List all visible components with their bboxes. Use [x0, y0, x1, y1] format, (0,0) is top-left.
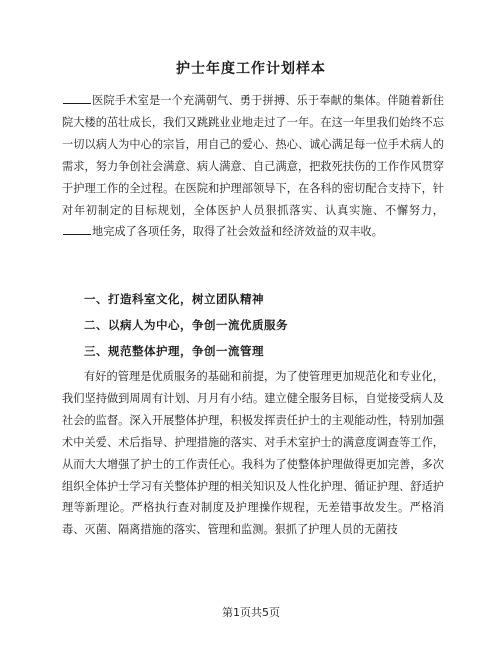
intro-paragraph [62, 90, 444, 243]
document-title: 护士年度工作计划样本 [176, 61, 326, 77]
intro-text-part1: 医院手术室是一个充满朝气、勇于拼搏、乐于奉献的集体。伴随着新住院大楼的茁壮成长，我们又跳跳业业地走过了一年。在这一年里我们始终不忘一切以病人为中心的宗旨，用自己的爱心、热心、诚心满足每一位手术病人的需求，努力争创社会满意、病人满意、自己满意，把救死扶伤的工作作风贯穿于护理工作的全过程。在医院和护理部领导下，在各科的密切配合支持下，针对年初制定的目标规划，全体医护人员狠抓落实、认真实施、不懈努力， [62, 94, 444, 217]
fill-blank [63, 223, 91, 235]
management-paragraph: 有好的管理是优质服务的基础和前提，为了使管理更加规范化和专业化，我们坚持做到周周有计划、月月有小结。建立健全服务目标，自觉接受病人及社会的监督。深入开展整体护理，积极发挥责任护士的主观能动性，特别加强术中关爱、术后指导、护理措施的落实、对手术室护士的满意度调查等工作，从而大大增强了护士的工作责任心。我科为了使整体护理做得更加完善，多次组织全体护士学习有关整体护理的相关知识及人性化护理、循证护理、舒适护理等新理论。严格执行查对制度及护理操作规程，无差错事故发生。严格消毒、灭菌、隔离措施的落实、管理和监测。狠抓了护理人员的无菌技 [62, 370, 444, 537]
fill-blank [63, 92, 91, 104]
section-heading-3: 三、规范整体护理，争创一流管理 [84, 344, 264, 358]
page-number-footer: 第1页共5页 [222, 606, 280, 619]
section-heading-1: 一、打造科室文化，树立团队精神 [84, 292, 264, 306]
intro-text-part2: 地完成了各项任务，取得了社会效益和经济效益的双丰收。 [92, 225, 383, 239]
section-heading-2: 二、以病人为中心，争创一流优质服务 [84, 318, 288, 332]
